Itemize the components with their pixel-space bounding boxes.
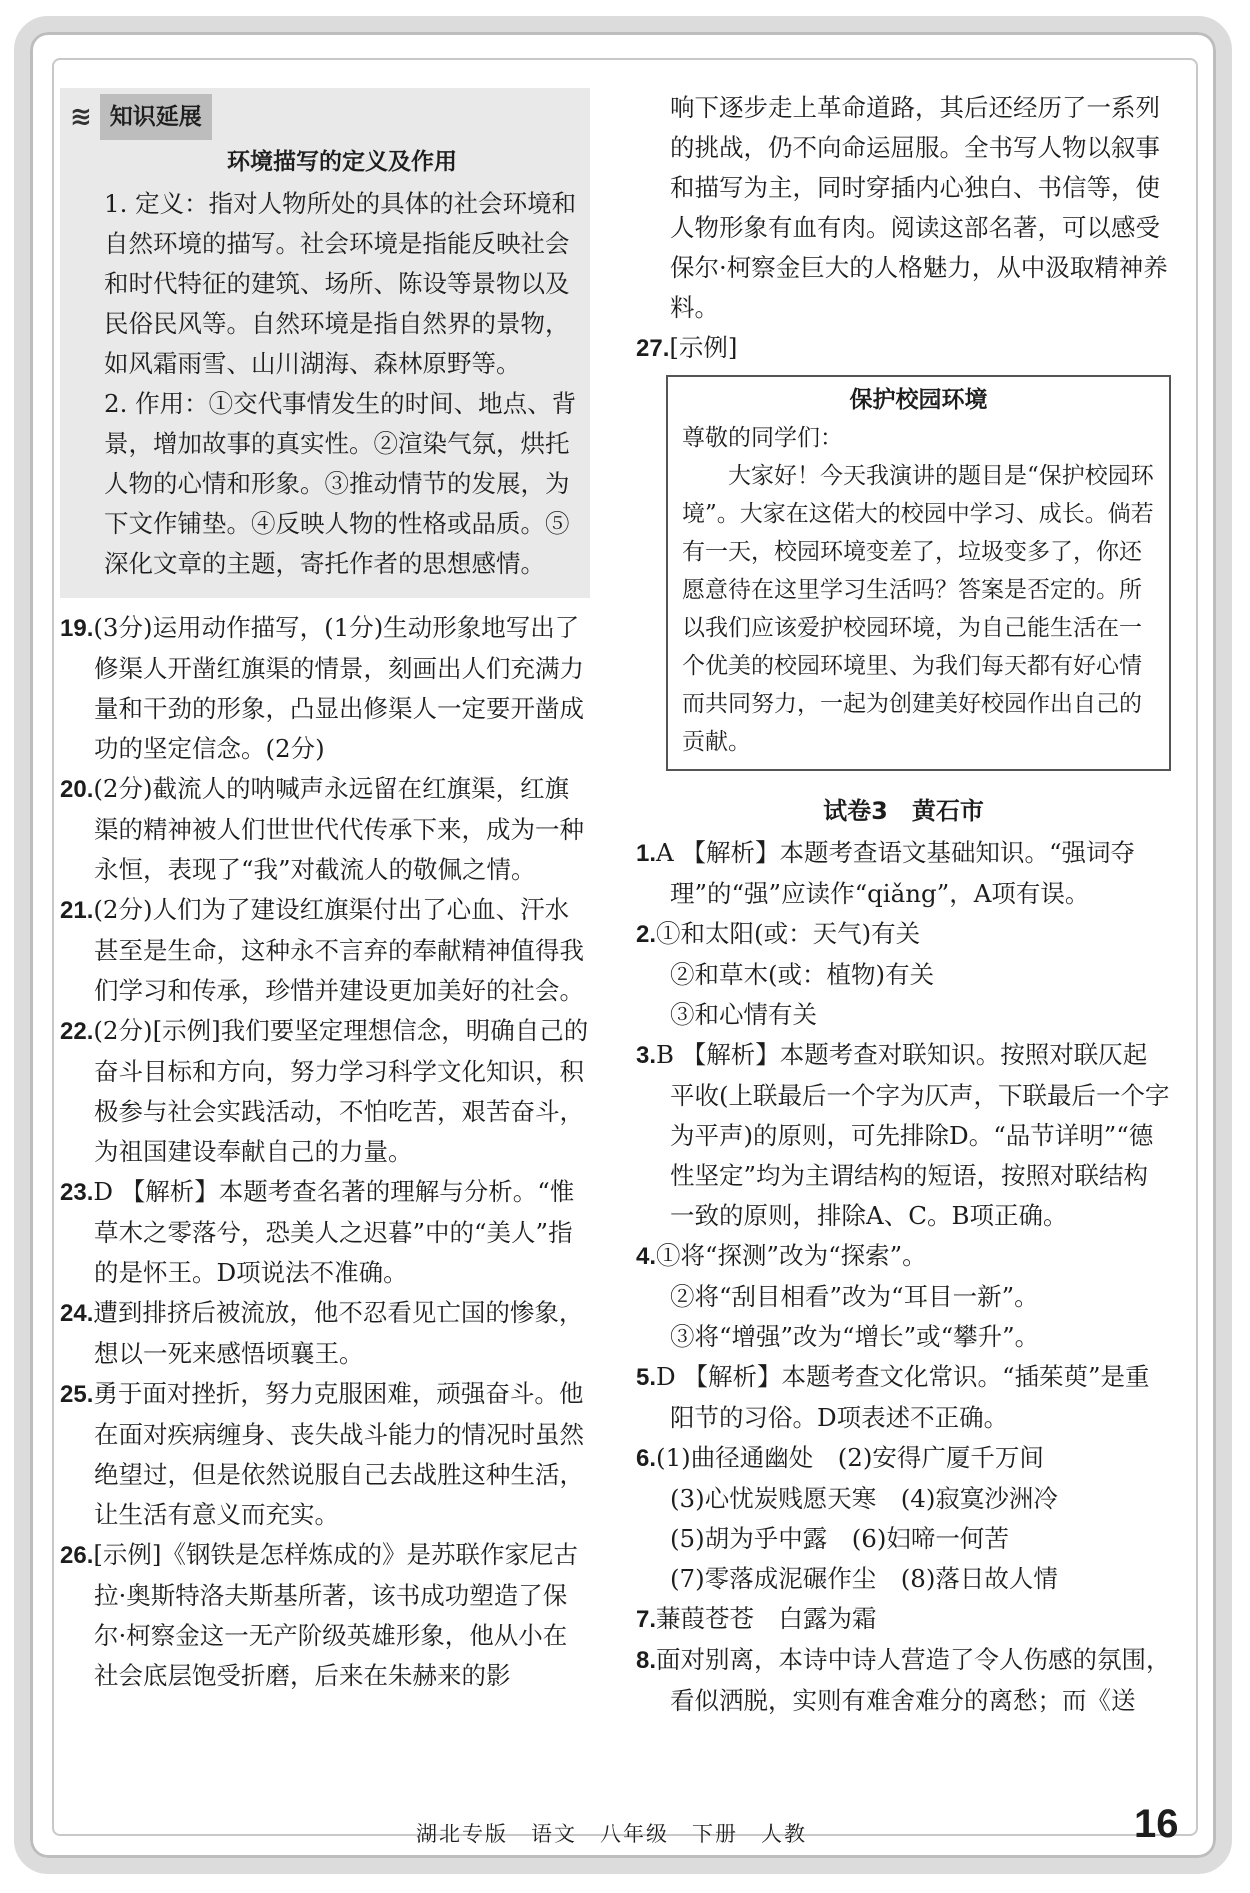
answer-text: 面对别离，本诗中诗人营造了令人伤感的氛围，看似洒脱，实则有难舍难分的离愁；而《送 (656, 1645, 1171, 1715)
answer-text: B 【解析】本题考查对联知识。按照对联仄起平收(上联最后一个字为仄声，下联最后一个字为平声)的原则，可先排除D。“品节详明”“德性坚定”均为主谓结构的短语，按照对联结构一致的原则，排除A、C。B项正确。 (656, 1040, 1170, 1230)
answer-text: 勇于面对挫折，努力克服困难，顽强奋斗。他在面对疾病缠身、丧失战斗能力的情况时虽然绝望过，但是依然说服自己去战胜这种生活，让生活有意义而充实。 (93, 1379, 584, 1529)
right-column (636, 88, 1171, 1721)
speech-box (666, 375, 1171, 771)
answer-number: 5. (636, 1364, 657, 1391)
answer-1 (636, 833, 1171, 914)
speech-title: 保护校园环境 (849, 387, 988, 413)
answer-number: 7. (636, 1606, 657, 1633)
answer-27 (636, 328, 1171, 369)
answer-label: [示例] (669, 333, 738, 362)
answer-text: (1)曲径通幽处 (2)安得广厦千万间 (656, 1443, 1044, 1472)
answer-26 (60, 1535, 590, 1696)
answer-text: (2分)[示例]我们要坚定理想信念，明确自己的奋斗目标和方向，努力学习科学文化知识，积极参与社会实践活动，不怕吃苦，艰苦奋斗，为祖国建设奉献自己的力量。 (93, 1016, 589, 1166)
answer-number: 4. (636, 1243, 657, 1270)
answer-number: 20. (60, 776, 94, 803)
answer-text: D 【解析】本题考查名著的理解与分析。“惟草木之零落兮，恐美人之迟暮”中的“美人”指的是怀王。D项说法不准确。 (93, 1177, 575, 1287)
answer-24 (60, 1293, 590, 1374)
answer-text: ③和心情有关 (670, 1000, 817, 1029)
answer-25 (60, 1374, 590, 1535)
answer-6 (636, 1438, 1171, 1479)
answer-text: [示例]《钢铁是怎样炼成的》是苏联作家尼古拉·奥斯特洛夫斯基所著，该书成功塑造了保尔·柯察金这一无产阶级英雄形象，他从小在社会底层饱受折磨，后来在朱赫来的影 (93, 1540, 578, 1690)
answer-20 (60, 769, 590, 890)
answer-text: (3)心忧炭贱愿天寒 (4)寂寞沙洲冷 (670, 1484, 1058, 1513)
section-title: 试卷3 黄石市 (823, 797, 984, 825)
answer-text: A 【解析】本题考查语文基础知识。“强词夺理”的“强”应读作“qiǎng”，A项有误。 (656, 838, 1136, 908)
answer-text: 遭到排挤后被流放，他不忍看见亡国的惨象，想以一死来感悟顷襄王。 (93, 1298, 584, 1368)
answer-text: (2分)人们为了建设红旗渠付出了心血、汗水甚至是生命，这种永不言弃的奉献精神值得我们学习和传承，珍惜并建设更加美好的社会。 (93, 895, 584, 1005)
answer-number: 27. (636, 335, 670, 362)
answer-text: ③将“增强”改为“增长”或“攀升”。 (670, 1322, 1040, 1351)
knowledge-badge (70, 94, 212, 140)
answer-number: 8. (636, 1647, 657, 1674)
answer-text: ①和太阳(或：天气)有关 (656, 919, 921, 948)
knowledge-badge-label: 知识延展 (100, 94, 212, 140)
speech-greeting: 尊敬的同学们： (682, 425, 843, 451)
answer-2 (636, 914, 1171, 955)
answer-number: 3. (636, 1042, 657, 1069)
answer-number: 21. (60, 897, 94, 924)
answer-8 (636, 1640, 1171, 1721)
answer-7 (636, 1599, 1171, 1640)
answer-text: (5)胡为乎中露 (6)妇啼一何苦 (670, 1524, 1009, 1553)
answer-number: 24. (60, 1300, 94, 1327)
answer-number: 25. (60, 1381, 94, 1408)
answer-number: 2. (636, 921, 657, 948)
answer-22 (60, 1011, 590, 1172)
answer-text: ②将“刮目相看”改为“耳目一新”。 (670, 1282, 1039, 1311)
answer-text: (2分)截流人的呐喊声永远留在红旗渠，红旗渠的精神被人们世世代代传承下来，成为一种永恒，表现了“我”对截流人的敬佩之情。 (93, 774, 584, 884)
answer-number: 19. (60, 615, 94, 642)
answer-4 (636, 1236, 1171, 1277)
answer-text: 蒹葭苍苍 白露为霜 (656, 1604, 877, 1633)
answer-19 (60, 608, 590, 769)
answer-3 (636, 1035, 1171, 1236)
answer-number: 26. (60, 1542, 94, 1569)
answer-number: 22. (60, 1018, 94, 1045)
knowledge-item: 2. 作用：①交代事情发生的时间、地点、背景，增加故事的真实性。②渲染气氛，烘托人物的心情和形象。③推动情节的发展，为下文作铺垫。④反映人物的性格或品质。⑤深化文章的主题，寄托作者的思想感情。 (104, 389, 577, 578)
answer-23 (60, 1172, 590, 1293)
answer-number: 1. (636, 840, 657, 867)
answer-text: ②和草木(或：植物)有关 (670, 960, 935, 989)
left-column (60, 88, 590, 1696)
knowledge-item: 1. 定义：指对人物所处的具体的社会环境和自然环境的描写。社会环境是指能反映社会和时代特征的建筑、场所、陈设等景物以及民俗民风等。自然环境是指自然界的景物，如风霜雨雪、山川湖海、森林原野等。 (104, 189, 577, 378)
knowledge-title: 环境描写的定义及作用 (227, 149, 457, 175)
answer-text: (7)零落成泥碾作尘 (8)落日故人情 (670, 1564, 1058, 1593)
page-number: 16 (1134, 1802, 1179, 1846)
answer-number: 23. (60, 1179, 94, 1206)
answer-text: D 【解析】本题考查文化常识。“插茱萸”是重阳节的习俗。D项表述不正确。 (656, 1362, 1150, 1432)
speech-paragraph: 大家好！今天我演讲的题目是“保护校园环境”。大家在这偌大的校园中学习、成长。倘若有一天，校园环境变差了，垃圾变多了，你还愿意待在这里学习生活吗？答案是否定的。所以我们应该爱护校园环境，为自己能生活在一个优美的校园环境里、为我们每天都有好心情而共同努力，一起为创建美好校园作出自己的贡献。 (682, 463, 1154, 755)
wave-icon: ≋ (70, 102, 92, 132)
answer-21 (60, 890, 590, 1011)
page-footer (0, 1802, 1250, 1852)
knowledge-box (60, 88, 590, 598)
answer-number: 6. (636, 1445, 657, 1472)
answer-26-continued: 响下逐步走上革命道路，其后还经历了一系列的挑战，仍不向命运屈服。全书写人物以叙事和描写为主，同时穿插内心独白、书信等，使人物形象有血有肉。阅读这部名著，可以感受保尔·柯察金巨大的人格魅力，从中汲取精神养料。 (670, 93, 1168, 322)
answer-5 (636, 1357, 1171, 1438)
answer-text: (3分)运用动作描写，(1分)生动形象地写出了修渠人开凿红旗渠的情景，刻画出人们充满力量和干劲的形象，凸显出修渠人一定要开凿成功的坚定信念。(2分) (93, 613, 584, 763)
footer-text: 湖北专版 语文 八年级 下册 人教 (416, 1822, 807, 1846)
answer-text: ①将“探测”改为“探索”。 (656, 1241, 927, 1270)
